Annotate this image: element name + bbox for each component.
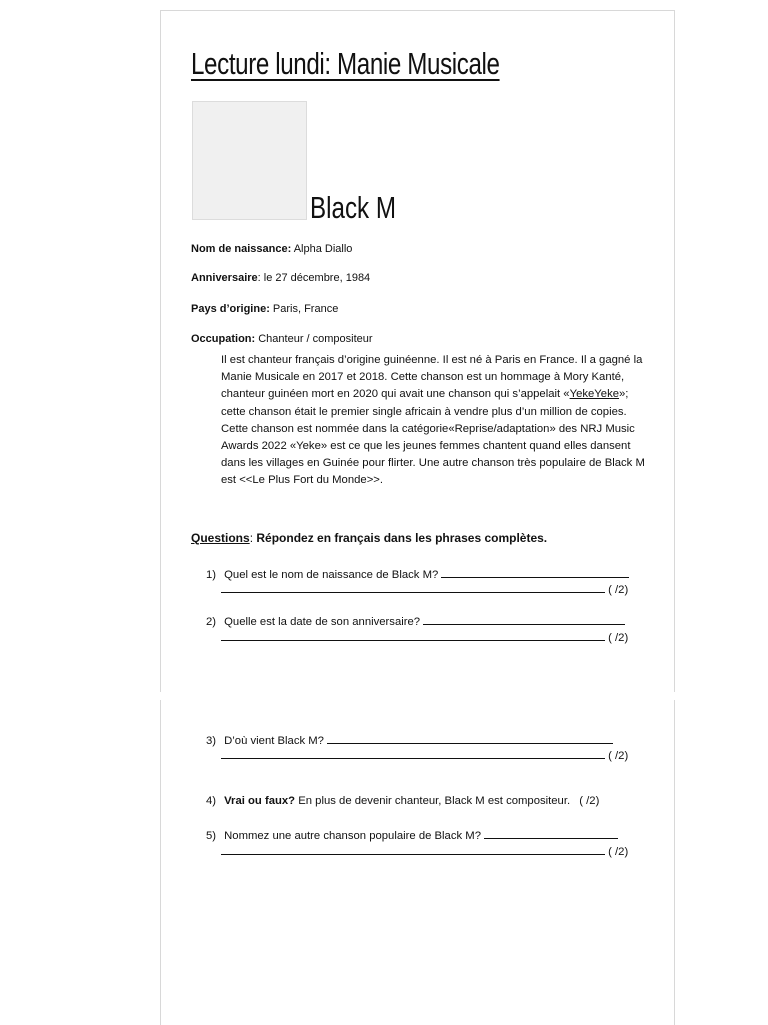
answer-blank[interactable] <box>221 629 605 641</box>
info-country <box>191 303 338 315</box>
question-number: 3) <box>206 735 217 747</box>
question-number: 2) <box>206 616 217 628</box>
answer-blank[interactable] <box>423 613 625 625</box>
question-2 <box>206 613 625 628</box>
answer-blank[interactable] <box>327 732 613 744</box>
question-score: ( /2) <box>608 750 629 762</box>
info-label: Pays d’origine: <box>191 303 270 315</box>
question-number: 1) <box>206 569 217 581</box>
question-number: 5) <box>206 830 217 842</box>
page-break <box>158 692 676 700</box>
questions-label: Questions <box>191 531 250 545</box>
answer-blank[interactable] <box>221 581 605 593</box>
artist-name: Black M <box>310 190 396 225</box>
answer-line-2 <box>221 629 628 644</box>
info-value: Alpha Diallo <box>291 243 353 255</box>
info-label: Anniversaire <box>191 272 258 284</box>
question-1 <box>206 566 629 581</box>
question-text: En plus de devenir chanteur, Black M est compositeur. <box>295 795 571 807</box>
info-label: Nom de naissance: <box>191 243 292 255</box>
question-text: D’où vient Black M? <box>224 735 324 747</box>
question-3 <box>206 732 613 747</box>
yekeyeke-link[interactable]: YekeYeke <box>569 388 620 401</box>
bio-text: Il est chanteur français d’origine guinéenne. Il est né à Paris en France. Il a gagné la Manie Musicale en 2017 et 2018. Cette chanson est un hommage à Mory Kanté, chanteur guinéen mort en 2020 qui avait une chanson qui s’appelait « <box>221 354 643 401</box>
question-text: Nommez une autre chanson populaire de Black M? <box>224 830 481 842</box>
question-number: 4) <box>206 795 217 807</box>
info-birthday <box>191 272 370 284</box>
question-4 <box>206 795 599 807</box>
info-label: Occupation: <box>191 333 256 345</box>
answer-blank[interactable] <box>484 827 618 839</box>
question-score: ( /2) <box>579 795 600 807</box>
question-score: ( /2) <box>608 846 629 858</box>
question-text: Quel est le nom de naissance de Black M? <box>224 569 439 581</box>
artist-photo-placeholder <box>192 101 307 220</box>
question-5 <box>206 827 618 842</box>
bio-text: »; cette chanson était le premier single africain à vendre plus d’un million de copies. Cette chanson est nommée dans la catégorie«Reprise/adaptation» des NRJ Music Awards 2022 «Yeke» est ce que les jeunes femmes chantent quand elles dansent dans les villages en Guinée pour flirter. Une autre chanson très populaire de Black M est <<Le Plus Fort du Monde>>. <box>221 388 645 487</box>
biography-paragraph <box>221 352 646 490</box>
questions-colon: : <box>249 531 254 545</box>
answer-blank[interactable] <box>221 747 605 759</box>
info-birth-name <box>191 243 352 255</box>
question-score: ( /2) <box>608 632 629 644</box>
page-title: Lecture lundi: Manie Musicale <box>191 46 500 81</box>
info-value: Chanteur / compositeur <box>255 333 373 345</box>
questions-instruction: Répondez en français dans les phrases complètes. <box>253 531 548 545</box>
answer-line-5 <box>221 843 628 858</box>
question-text: Quelle est la date de son anniversaire? <box>224 616 421 628</box>
answer-line-1 <box>221 581 628 596</box>
answer-blank[interactable] <box>441 566 629 578</box>
question-bold-label: Vrai ou faux? <box>224 795 296 807</box>
info-value: Paris, France <box>269 303 339 315</box>
info-occupation <box>191 333 373 345</box>
answer-blank[interactable] <box>221 843 605 855</box>
question-score: ( /2) <box>608 584 629 596</box>
info-value: : le 27 décembre, 1984 <box>257 272 371 284</box>
answer-line-3 <box>221 747 628 762</box>
questions-header <box>191 531 547 545</box>
